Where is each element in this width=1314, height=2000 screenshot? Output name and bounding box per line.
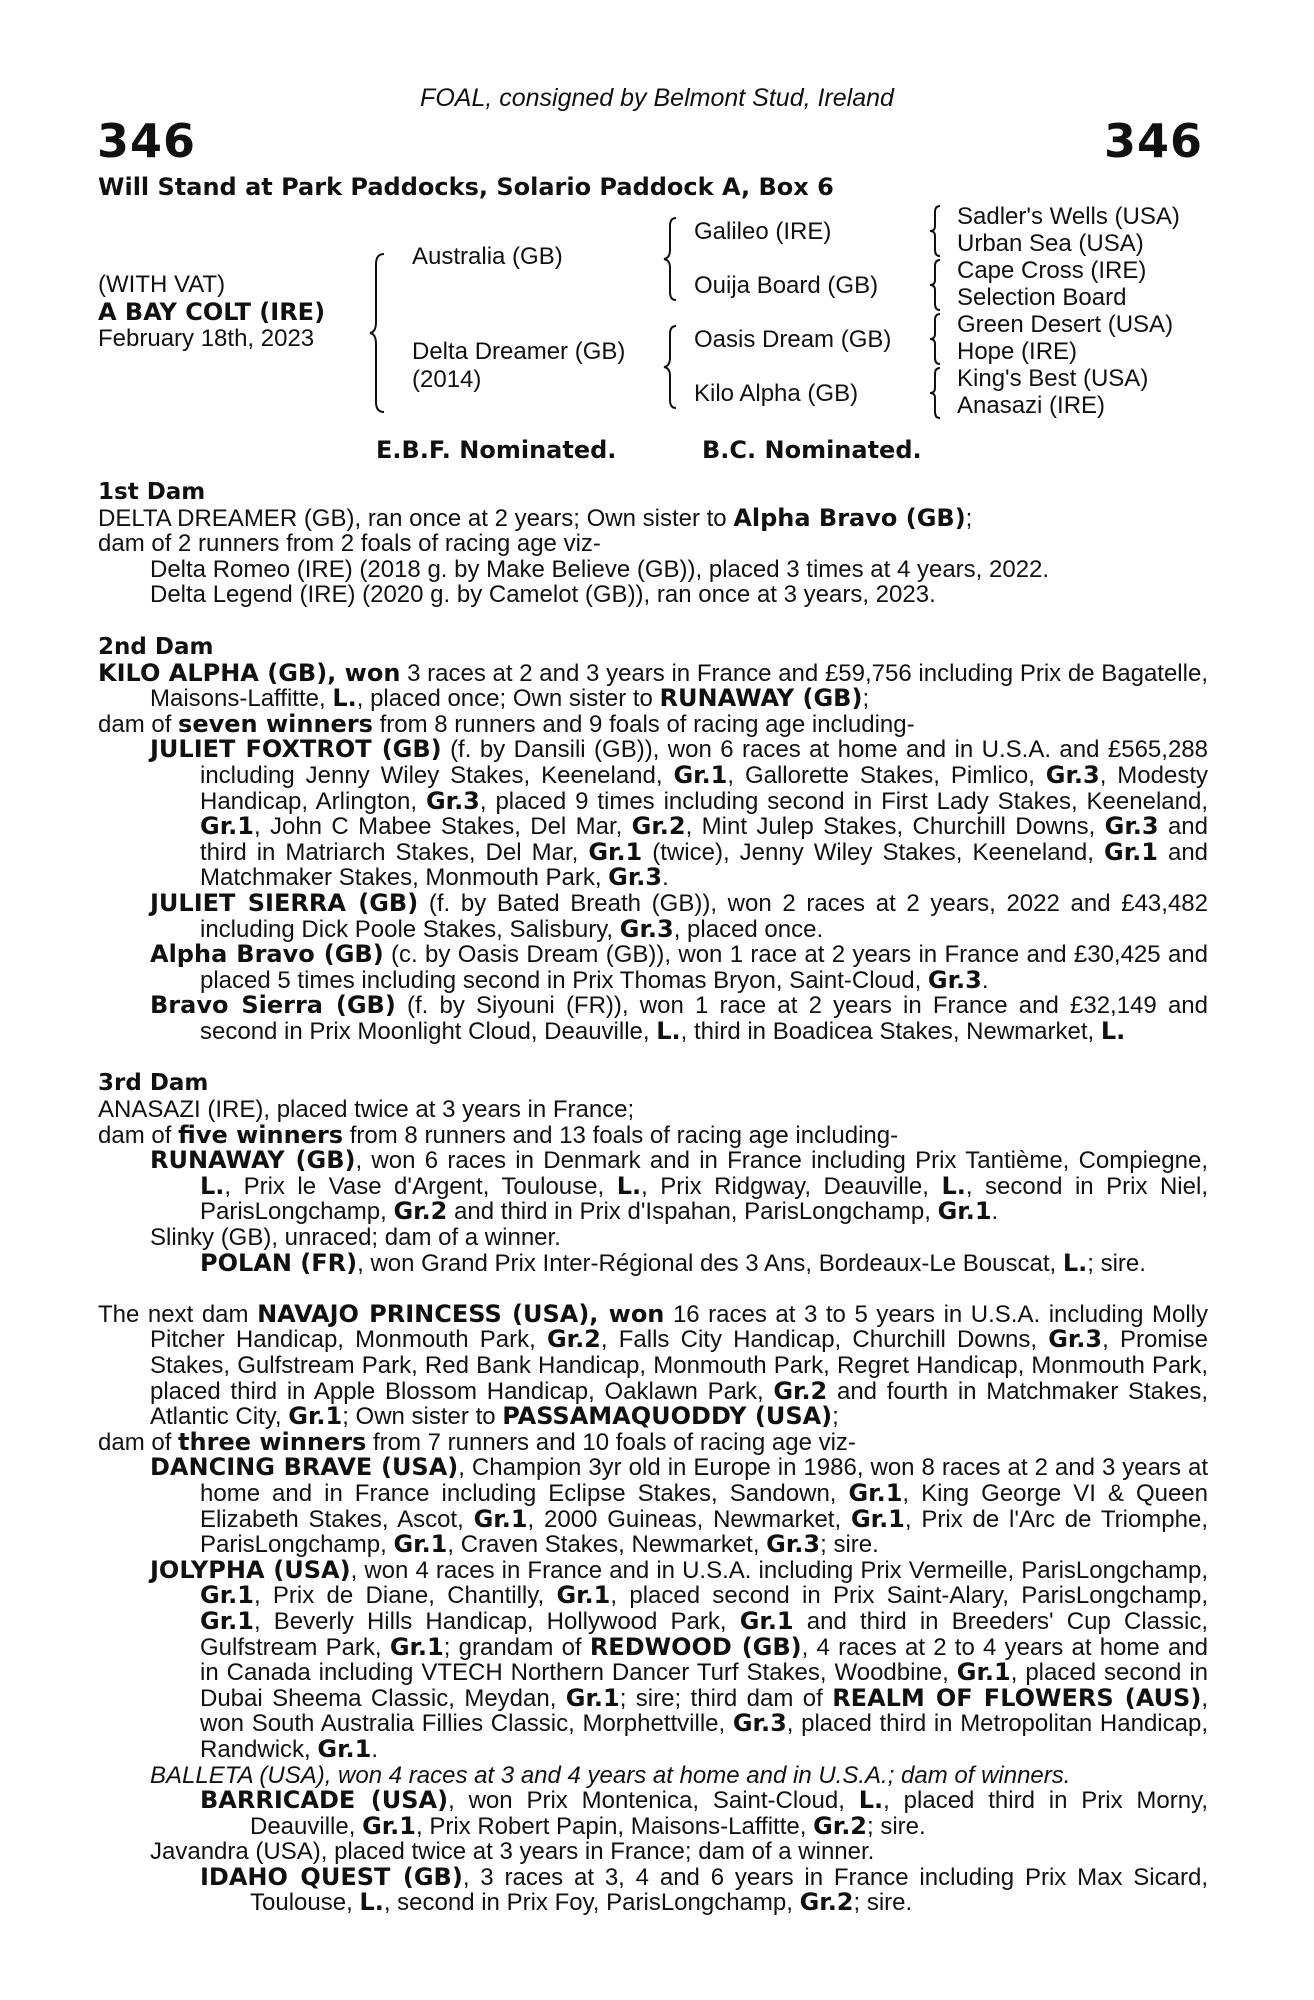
dam-name: Delta Dreamer (GB) bbox=[412, 338, 626, 365]
ggp-ddd: Anasazi (IRE) bbox=[957, 392, 1106, 419]
sire-sire: Galileo (IRE) bbox=[694, 218, 832, 245]
pedigree-brace bbox=[928, 366, 944, 420]
second-dam-produce-line: dam of seven winners from 8 runners and 9 foals of racing age including- bbox=[98, 709, 915, 738]
dam-dam: Kilo Alpha (GB) bbox=[694, 380, 859, 407]
foaling-date: February 18th, 2023 bbox=[98, 325, 315, 352]
ggp-dsd: Hope (IRE) bbox=[957, 338, 1078, 365]
produce-entry: Javandra (USA), placed twice at 3 years in France; dam of a winner. bbox=[150, 1838, 875, 1866]
sire-name: Australia (GB) bbox=[412, 243, 563, 270]
produce-entry: IDAHO QUEST (GB), 3 races at 3, 4 and 6 years in France including Prix Max Sicard, Toulouse, L., second in Prix Foy, ParisLongchamp, Gr.2; sire. bbox=[200, 1862, 1208, 1917]
produce-entry: Bravo Sierra (GB) (f. by Siyouni (FR)), won 1 race at 2 years in France and £32,149 and second in Prix Moonlight Cloud, Deauville, L., third in Boadicea Stakes, Newmarket, L. bbox=[150, 991, 1208, 1045]
pedigree-brace bbox=[368, 252, 392, 414]
pedigree-brace bbox=[928, 312, 944, 366]
pedigree-brace bbox=[662, 216, 682, 302]
produce-entry: JULIET SIERRA (GB) (f. by Bated Breath (GB)), won 2 races at 2 years, 2022 and £43,482 including Dick Poole Stakes, Salisbury, Gr.3, placed once. bbox=[150, 888, 1208, 943]
produce-entry: Alpha Bravo (GB) (c. by Oasis Dream (GB)), won 1 race at 2 years in France and £30,425 and placed 5 times including second in Prix Thomas Bryon, Saint-Cloud, Gr.3. bbox=[150, 940, 1209, 994]
ggp-dss: Green Desert (USA) bbox=[957, 311, 1174, 338]
first-dam-heading: 1st Dam bbox=[98, 479, 206, 505]
first-dam-line: DELTA DREAMER (GB), ran once at 2 years; Own sister to Alpha Bravo (GB); bbox=[98, 503, 973, 532]
pedigree-brace bbox=[928, 204, 944, 258]
sire-dam: Ouija Board (GB) bbox=[694, 272, 879, 299]
lot-number-left: 346 bbox=[97, 114, 197, 168]
dam-year: (2014) bbox=[412, 366, 482, 393]
ebf-nomination: E.B.F. Nominated. bbox=[376, 436, 617, 464]
catalogue-body bbox=[98, 480, 1208, 1916]
ggp-sds: Cape Cross (IRE) bbox=[957, 257, 1147, 284]
colt-name: A BAY COLT (IRE) bbox=[98, 298, 326, 326]
produce-entry: JULIET FOXTROT (GB) (f. by Dansili (GB)), won 6 races at home and in U.S.A. and £565,288 including Jenny Wiley Stakes, Keeneland, Gr.1, Gallorette Stakes, Pimlico, Gr.3, Modesty Handicap, Arlington, Gr.3, placed 9 times including second in First Lady Stakes, Keeneland, Gr.1, John C Mabee Stakes, Del Mar, Gr.2, Mint Julep Stakes, Churchill Downs, Gr.3 and third in Matriarch Stakes, Del Mar, Gr.1 (twice), Jenny Wiley Stakes, Keeneland, Gr.1 and Matchmaker Stakes, Monmouth Park, Gr.3. bbox=[150, 735, 1209, 892]
ggp-ssd: Urban Sea (USA) bbox=[957, 230, 1144, 257]
pedigree-brace bbox=[662, 324, 682, 410]
second-dam-entry: KILO ALPHA (GB), won 3 races at 2 and 3 years in France and £59,756 including Prix de Bagatelle, Maisons-Laffitte, L., placed once; Own sister to RUNAWAY (GB); bbox=[98, 658, 1208, 713]
ggp-sdd: Selection Board bbox=[957, 284, 1127, 311]
produce-entry: POLAN (FR), won Grand Prix Inter-Régional des 3 Ans, Bordeaux-Le Bouscat, L.; sire. bbox=[200, 1248, 1146, 1277]
produce-entry: Delta Romeo (IRE) (2018 g. by Make Believe (GB)), placed 3 times at 4 years, 2022. bbox=[150, 555, 1050, 583]
stand-location: Will Stand at Park Paddocks, Solario Paddock A, Box 6 bbox=[98, 173, 834, 201]
produce-entry: Delta Legend (IRE) (2020 g. by Camelot (GB)), ran once at 3 years, 2023. bbox=[150, 581, 936, 609]
next-dam-produce-line: dam of three winners from 7 runners and 10 foals of racing age viz- bbox=[98, 1427, 856, 1456]
second-dam-heading: 2nd Dam bbox=[98, 633, 214, 660]
vat-label: (WITH VAT) bbox=[98, 271, 226, 298]
lot-number-right: 346 bbox=[1103, 114, 1203, 168]
third-dam-heading: 3rd Dam bbox=[98, 1070, 209, 1097]
ggp-dds: King's Best (USA) bbox=[957, 365, 1149, 392]
pedigree-brace bbox=[928, 258, 944, 312]
consignment-line: FOAL, consigned by Belmont Stud, Ireland bbox=[420, 84, 894, 112]
bc-nomination: B.C. Nominated. bbox=[702, 436, 922, 464]
first-dam-produce-line: dam of 2 runners from 2 foals of racing age viz- bbox=[98, 530, 601, 558]
produce-entry: BALLETA (USA), won 4 races at 3 and 4 years at home and in U.S.A.; dam of winners. bbox=[150, 1761, 1071, 1789]
produce-entry: RUNAWAY (GB), won 6 races in Denmark and in France including Prix Tantième, Compiegne, L., Prix le Vase d'Argent, Toulouse, L., Prix Ridgway, Deauville, L., second in Prix Niel, ParisLongchamp, Gr.2 and third in Prix d'Ispahan, ParisLongchamp, Gr.1. bbox=[150, 1146, 1209, 1226]
third-dam-produce-line: dam of five winners from 8 runners and 13 foals of racing age including- bbox=[98, 1120, 899, 1149]
produce-entry: DANCING BRAVE (USA), Champion 3yr old in Europe in 1986, won 8 races at 2 and 3 years at home and in France including Eclipse Stakes, Sandown, Gr.1, King George VI & Queen Elizabeth Stakes, Ascot, Gr.1, 2000 Guineas, Newmarket, Gr.1, Prix de l'Arc de Triomphe, ParisLongchamp, Gr.1, Craven Stakes, Newmarket, Gr.3; sire. bbox=[150, 1453, 1209, 1559]
next-dam-entry: The next dam NAVAJO PRINCESS (USA), won 16 races at 3 to 5 years in U.S.A. including Molly Pitcher Handicap, Monmouth Park, Gr.2, Falls City Handicap, Churchill Downs, Gr.3, Promise Stakes, Gulfstream Park, Red Bank Handicap, Monmouth Park, Regret Handicap, Monmouth Park, placed third in Apple Blossom Handicap, Oaklawn Park, Gr.2 and fourth in Matchmaker Stakes, Atlantic City, Gr.1; Own sister to PASSAMAQUODDY (USA); bbox=[98, 1299, 1209, 1431]
produce-entry: Slinky (GB), unraced; dam of a winner. bbox=[150, 1224, 561, 1252]
dam-sire: Oasis Dream (GB) bbox=[694, 326, 892, 353]
produce-entry: BARRICADE (USA), won Prix Montenica, Saint-Cloud, L., placed third in Prix Morny, Deauville, Gr.1, Prix Robert Papin, Maisons-Laffitte, Gr.2; sire. bbox=[200, 1786, 1208, 1840]
third-dam-line: ANASAZI (IRE), placed twice at 3 years in France; bbox=[98, 1096, 635, 1124]
produce-entry: JOLYPHA (USA), won 4 races in France and in U.S.A. including Prix Vermeille, ParisLongchamp, Gr.1, Prix de Diane, Chantilly, Gr.1, placed second in Prix Saint-Alary, ParisLongchamp, Gr.1, Beverly Hills Handicap, Hollywood Park, Gr.1 and third in Breeders' Cup Classic, Gulfstream Park, Gr.1; grandam of REDWOOD (GB), 4 races at 2 to 4 years at home and in Canada including VTECH Northern Dancer Turf Stakes, Woodbine, Gr.1, placed second in Dubai Sheema Classic, Meydan, Gr.1; sire; third dam of REALM OF FLOWERS (AUS), won South Australia Fillies Classic, Morphettville, Gr.3, placed third in Metropolitan Handicap, Randwick, Gr.1. bbox=[150, 1555, 1208, 1763]
ggp-sss: Sadler's Wells (USA) bbox=[957, 203, 1180, 230]
